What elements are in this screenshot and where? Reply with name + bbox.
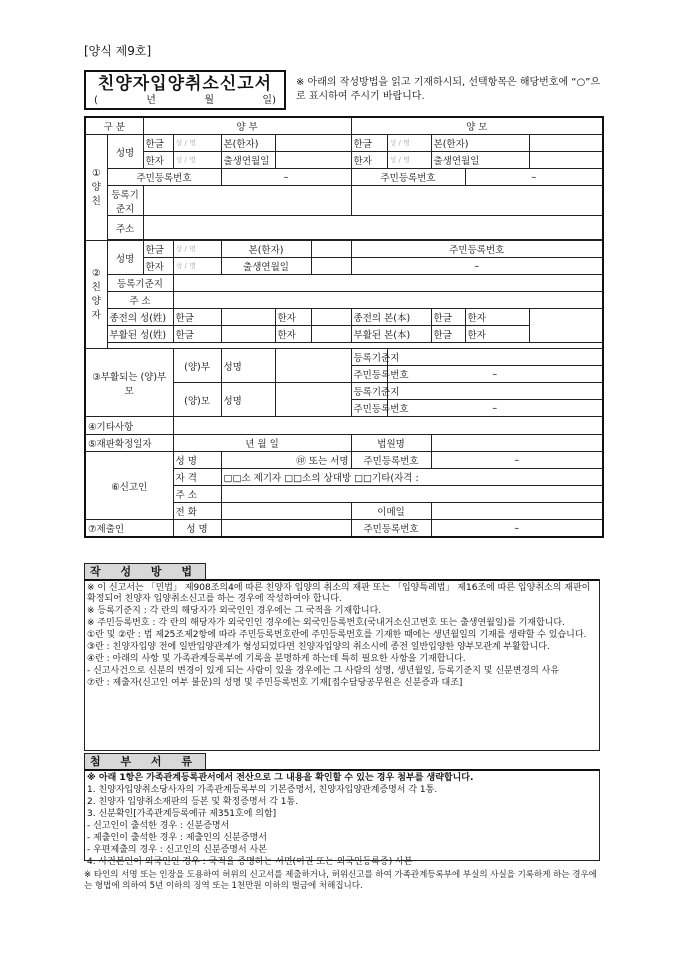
title-box	[84, 70, 286, 110]
write-method-item: ①란 및 ②란 : 법 제25조제2항에 따라 주민등록번호란에 주민등록번호를 기재한 때에는 생년월일의 기재를 생략할 수 있습니다.	[87, 630, 587, 640]
mother-hanja-name-field[interactable]: 성 / 명	[387, 152, 431, 169]
restored-surname-hangul-field[interactable]	[221, 326, 275, 343]
prev-bon-hanja-label: 한자	[465, 309, 529, 326]
restored-father-label: (양)부	[173, 349, 221, 383]
child-bon-field[interactable]	[311, 241, 351, 258]
reporter-signature-field[interactable]: ㊞ 또는 서명	[221, 452, 351, 469]
attachment-item: 3. 신분확인[가족관계등록예규 제351호에 의함]	[87, 809, 277, 819]
mother-birth-field[interactable]	[529, 152, 603, 169]
write-method-item: ※ 이 신고서는 「민법」 제908조의4에 따른 친양자 입양의 취소의 재판 또는 「입양특례법」 제16조에 따른 입양취소의 재판이 확정되어 친양자 입양취소신고를 하는 경우에 작성하여야 합니다.	[87, 583, 591, 604]
trial-date-label: ⑤재판확정일자	[85, 435, 173, 452]
bon-label: 본(한자)	[221, 135, 275, 152]
date-day[interactable]: 일)	[262, 95, 276, 106]
parents-address-field[interactable]	[143, 216, 603, 240]
write-method-item: ④란 : 아래의 사항 및 가족관계등록부에 기록을 분명하게 하는데 특히 필요한 사항을 기재합니다.	[87, 654, 466, 664]
write-method-item: - 신고사건으로 신분의 변경이 있게 되는 사람이 있을 경우에는 그 사람의 성명, 생년월일, 등록기준지 및 신분변경의 사유	[87, 666, 560, 676]
date-month[interactable]: 월	[204, 95, 215, 106]
father-rrn-field[interactable]: –	[221, 169, 351, 186]
child-rrn-field[interactable]: –	[351, 258, 603, 275]
restored-father-rrn-label: 주민등록번호	[351, 366, 387, 383]
prev-surname-label: 종전의 성(姓)	[107, 309, 173, 326]
write-method-item: ※ 등록기준지 : 각 란의 해당자가 외국인인 경우에는 그 국적을 기재합니다.	[87, 606, 382, 616]
prev-surname-hangul-field[interactable]	[221, 309, 275, 326]
phone-label: 전 화	[173, 503, 221, 520]
child-hanja-field[interactable]: 성 / 명	[173, 258, 221, 275]
reporter-rrn-field[interactable]: –	[431, 452, 603, 469]
write-method-item: ※ 주민등록번호 : 각 란의 해당자가 외국인인 경우에는 외국인등록번호(국내거소신고번호 또는 출생연월일)를 기재합니다.	[87, 618, 565, 628]
father-rrn-label: 주민등록번호	[107, 169, 221, 186]
submitter-label: ⑦제출인	[85, 520, 173, 538]
attachment-item: ※ 아래 1항은 가족관계등록관서에서 전산으로 그 내용을 확인할 수 있는 경우 첨부를 생략합니다.	[87, 773, 474, 783]
child-address-field[interactable]	[173, 292, 603, 309]
write-method-item: ③란 : 친양자입양 전에 일반입양관계가 형성되었다면 친양자입양의 취소시에 종전 일반입양한 양부모관계 부활합니다.	[87, 642, 550, 652]
child-hangul-field[interactable]: 성 / 명	[173, 241, 221, 258]
restored-mother-name-label: 성명	[221, 383, 275, 417]
email-label: 이메일	[351, 503, 431, 520]
name-label: 성명	[107, 135, 143, 169]
mother-rrn-label: 주민등록번호	[351, 169, 465, 186]
mother-birth-label: 출생연월일	[431, 152, 529, 169]
attachment-item: 1. 친양자입양취소당사자의 가족관계등록부의 기본증명서, 친양자입양관계증명서 각 1통.	[87, 785, 438, 795]
attachments-title: 첨 부 서 류	[84, 753, 206, 771]
mother-reg-base-field[interactable]	[351, 186, 603, 216]
adopted-child-label: ② 친 양 자	[85, 241, 107, 349]
page-title: 친양자입양취소신고서	[97, 74, 273, 94]
other-label: ④기타사항	[85, 417, 173, 435]
child-name-label: 성명	[107, 241, 143, 275]
restored-surname-hanja-label: 한자	[275, 326, 311, 343]
prev-bon-label: 종전의 본(本)	[351, 309, 431, 326]
mother-rrn-field[interactable]: –	[465, 169, 603, 186]
court-label: 법원명	[351, 435, 431, 452]
qualification-options[interactable]: □□소 제기자 □□소의 상대방 □□기타(자격 :	[221, 469, 603, 486]
qualification-label: 자 격	[173, 469, 221, 486]
child-reg-base-label: 등록기준지	[107, 275, 173, 292]
child-birth-label: 출생연월일	[221, 258, 311, 275]
attachment-item: 4. 사건본인이 외국인인 경우 : 국적을 증명하는 서면(여권 또는 외국인등록증) 사본	[87, 857, 413, 867]
court-field[interactable]	[431, 435, 603, 452]
email-field[interactable]	[431, 503, 603, 520]
hanja-label: 한자	[143, 152, 173, 169]
other-field[interactable]	[173, 417, 603, 435]
trial-date-field[interactable]: 년 월 일	[173, 435, 351, 452]
child-hanja-label: 한자	[143, 258, 173, 275]
restored-mother-name-field[interactable]	[275, 383, 351, 417]
address-label: 주소	[107, 216, 143, 240]
father-hanja-name-field[interactable]: 성 / 명	[173, 152, 221, 169]
phone-field[interactable]	[221, 503, 351, 520]
restored-bon-label: 부활된 본(本)	[351, 326, 431, 343]
restored-surname-hanja-field[interactable]	[311, 326, 351, 343]
attachments-box	[84, 769, 600, 867]
restored-mother-rrn-label: 주민등록번호	[351, 400, 387, 417]
restored-mother-reg-label: 등록기준지	[351, 383, 387, 400]
prev-surname-hangul-label: 한글	[173, 309, 221, 326]
restored-father-name-field[interactable]	[275, 349, 351, 383]
birth-label: 출생연월일	[221, 152, 275, 169]
attachment-item: - 신고인이 출석한 경우 : 신분증명서	[87, 821, 230, 831]
write-method-title: 작 성 방 법	[84, 563, 206, 581]
attachment-item: 2. 친양자 입양취소재판의 등본 및 확정증명서 각 1통.	[87, 797, 299, 807]
child-address-label: 주 소	[107, 292, 173, 309]
write-method-box	[84, 579, 600, 751]
restored-parents-label: ③부활되는 (양)부모	[85, 349, 173, 417]
restored-mother-reg-field[interactable]	[387, 383, 603, 400]
mother-hangul-label: 한글	[351, 135, 387, 152]
child-hangul-label: 한글	[143, 241, 173, 258]
mother-bon-label: 본(한자)	[431, 135, 529, 152]
form-number: [양식 제9호]	[84, 44, 152, 58]
prev-bon-hangul-label: 한글	[431, 309, 465, 326]
date-year[interactable]: 년	[146, 95, 156, 106]
father-birth-field[interactable]	[275, 152, 351, 169]
child-birth-field[interactable]	[311, 258, 351, 275]
reporter-address-field[interactable]	[221, 486, 603, 503]
attachment-item: - 우편제출의 경우 : 신고인의 신분증명서 사본	[87, 845, 267, 855]
restored-bon-hanja-label: 한자	[465, 326, 529, 343]
child-bon-label: 본(한자)	[221, 241, 311, 258]
hangul-label: 한글	[143, 135, 173, 152]
restored-father-reg-field[interactable]	[387, 349, 603, 366]
restored-father-reg-label: 등록기준지	[351, 349, 387, 366]
date-line	[86, 94, 284, 108]
category-header: 구 분	[85, 117, 143, 135]
submitter-rrn-field[interactable]: –	[431, 520, 603, 538]
restored-father-name-label: 성명	[221, 349, 275, 383]
attachment-item: - 제출인이 출석한 경우 : 제출인의 신분증명서	[87, 833, 267, 843]
date-open: (	[94, 95, 98, 106]
father-reg-base-field[interactable]	[143, 186, 351, 216]
restored-bon-hangul-label: 한글	[431, 326, 465, 343]
reg-base-label: 등록기준지	[107, 186, 143, 216]
reporter-name-label: 성 명	[173, 452, 221, 469]
father-header: 양 부	[143, 117, 351, 135]
reporter-address-label: 주 소	[173, 486, 221, 503]
prev-surname-hanja-field[interactable]	[311, 309, 351, 326]
child-reg-base-field[interactable]	[173, 275, 603, 292]
mother-bon-field[interactable]	[529, 135, 603, 152]
notice-text: ※ 아래의 작성방법을 읽고 기재하시되, 선택항목은 해당번호에 “○”으로 표시하여 주시기 바랍니다.	[296, 77, 601, 102]
submitter-name-field[interactable]	[221, 520, 351, 538]
reporter-rrn-label: 주민등록번호	[351, 452, 431, 469]
submitter-name-label: 성 명	[173, 520, 221, 538]
father-hangul-name-field[interactable]: 성 / 명	[173, 135, 221, 152]
mother-header: 양 모	[351, 117, 603, 135]
restored-mother-rrn-field[interactable]: –	[387, 400, 603, 417]
main-form-table	[84, 116, 604, 538]
mother-hanja-label: 한자	[351, 152, 387, 169]
restored-father-rrn-field[interactable]: –	[387, 366, 603, 383]
father-bon-field[interactable]	[275, 135, 351, 152]
child-rrn-label: 주민등록번호	[351, 241, 603, 258]
write-method-item: ⑦란 : 제출자(신고인 여부 불문)의 성명 및 주민등록번호 기재[접수담당공무원은 신분증과 대조]	[87, 678, 463, 688]
restored-surname-hangul-label: 한글	[173, 326, 221, 343]
mother-hangul-name-field[interactable]: 성 / 명	[387, 135, 431, 152]
restored-mother-label: (양)모	[173, 383, 221, 417]
submitter-rrn-label: 주민등록번호	[351, 520, 431, 538]
adoptive-parent-label: ① 양 친	[85, 135, 107, 241]
reporter-label: ⑥신고인	[85, 452, 173, 520]
bottom-note: ※ 타인의 서명 또는 인장을 도용하여 허위의 신고서를 제출하거나, 허위신고를 하여 가족관계등록부에 부실의 사실을 기록하게 하는 경우에는 형법에 의하여 5년 이하의 징역 또는 1천만원 이하의 벌금에 처해집니다.	[84, 870, 597, 891]
restored-surname-label: 부활된 성(姓)	[107, 326, 173, 343]
prev-surname-hanja-label: 한자	[275, 309, 311, 326]
